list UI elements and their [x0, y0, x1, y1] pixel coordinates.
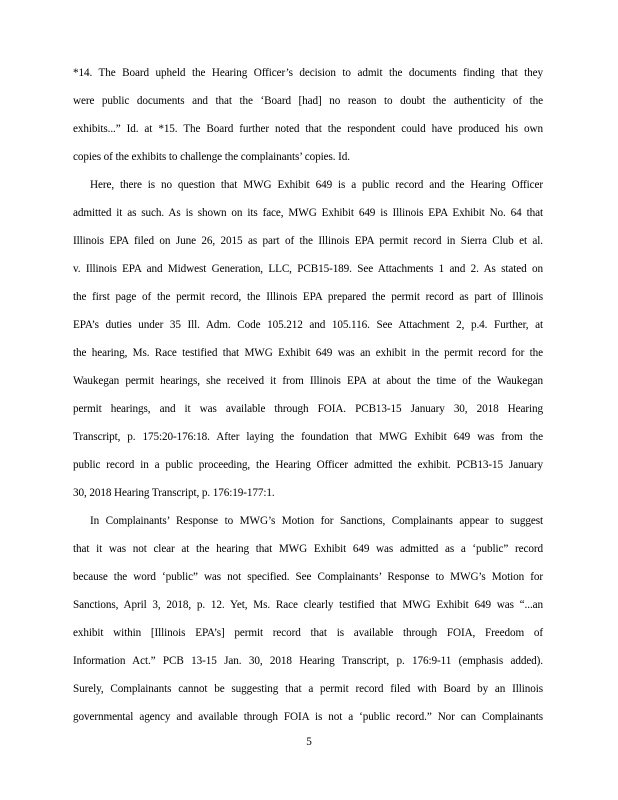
text-line: the first page of the permit record, the Illinois EPA prepared the permit record as part of Illinois	[73, 291, 543, 303]
text-line: the hearing, Ms. Race testified that MWG Exhibit 649 was an exhibit in the permit record for the	[73, 347, 543, 359]
text-line: v. Illinois EPA and Midwest Generation, LLC, PCB15-189. See Attachments 1 and 2. As stated on	[73, 263, 543, 275]
text-line: In Complainants’ Response to MWG’s Motion for Sanctions, Complainants appear to suggest	[90, 515, 543, 527]
text-line: that it was not clear at the hearing that MWG Exhibit 649 was admitted as a ‘public” record	[73, 543, 543, 555]
text-line: Transcript, p. 175:20-176:18. After laying the foundation that MWG Exhibit 649 was from the	[73, 431, 543, 443]
text-line: admitted it as such. As is shown on its face, MWG Exhibit 649 is Illinois EPA Exhibit No. 64 that	[73, 207, 543, 219]
text-line: 30, 2018 Hearing Transcript, p. 176:19-177:1.	[73, 487, 275, 499]
text-line: were public documents and that the ‘Board [had] no reason to doubt the authenticity of the	[73, 95, 543, 107]
text-line: Information Act.” PCB 13-15 Jan. 30, 2018 Hearing Transcript, p. 176:9-11 (emphasis added).	[73, 655, 543, 667]
text-line: Illinois EPA filed on June 26, 2015 as part of the Illinois EPA permit record in Sierra Club et al.	[73, 235, 543, 247]
text-line: exhibits...” Id. at *15. The Board further noted that the respondent could have produced his own	[73, 123, 543, 135]
text-line: governmental agency and available through FOIA is not a ‘public record.” Nor can Complainants	[73, 711, 543, 723]
text-line: because the word ‘public” was not specified. See Complainants’ Response to MWG’s Motion for	[73, 571, 543, 583]
text-line: copies of the exhibits to challenge the complainants’ copies. Id.	[73, 151, 350, 163]
text-line: permit hearings, and it was available through FOIA. PCB13-15 January 30, 2018 Hearing	[73, 403, 543, 415]
text-line: public record in a public proceeding, the Hearing Officer admitted the exhibit. PCB13-15 January	[73, 459, 543, 471]
text-line: exhibit within [Illinois EPA’s] permit record that is available through FOIA, Freedom of	[73, 627, 543, 639]
text-line: Sanctions, April 3, 2018, p. 12. Yet, Ms. Race clearly testified that MWG Exhibit 649 was “...an	[73, 599, 543, 611]
text-line: Surely, Complainants cannot be suggesting that a permit record filed with Board by an Illinois	[73, 683, 543, 695]
text-line: Here, there is no question that MWG Exhibit 649 is a public record and the Hearing Officer	[90, 179, 543, 191]
text-line: *14. The Board upheld the Hearing Officer’s decision to admit the documents finding that they	[73, 67, 543, 79]
text-line: EPA’s duties under 35 Ill. Adm. Code 105.212 and 105.116. See Attachment 2, p.4. Further, at	[73, 319, 543, 331]
text-line: Waukegan permit hearings, she received it from Illinois EPA at about the time of the Waukegan	[73, 375, 543, 387]
page-number: 5	[306, 736, 312, 748]
